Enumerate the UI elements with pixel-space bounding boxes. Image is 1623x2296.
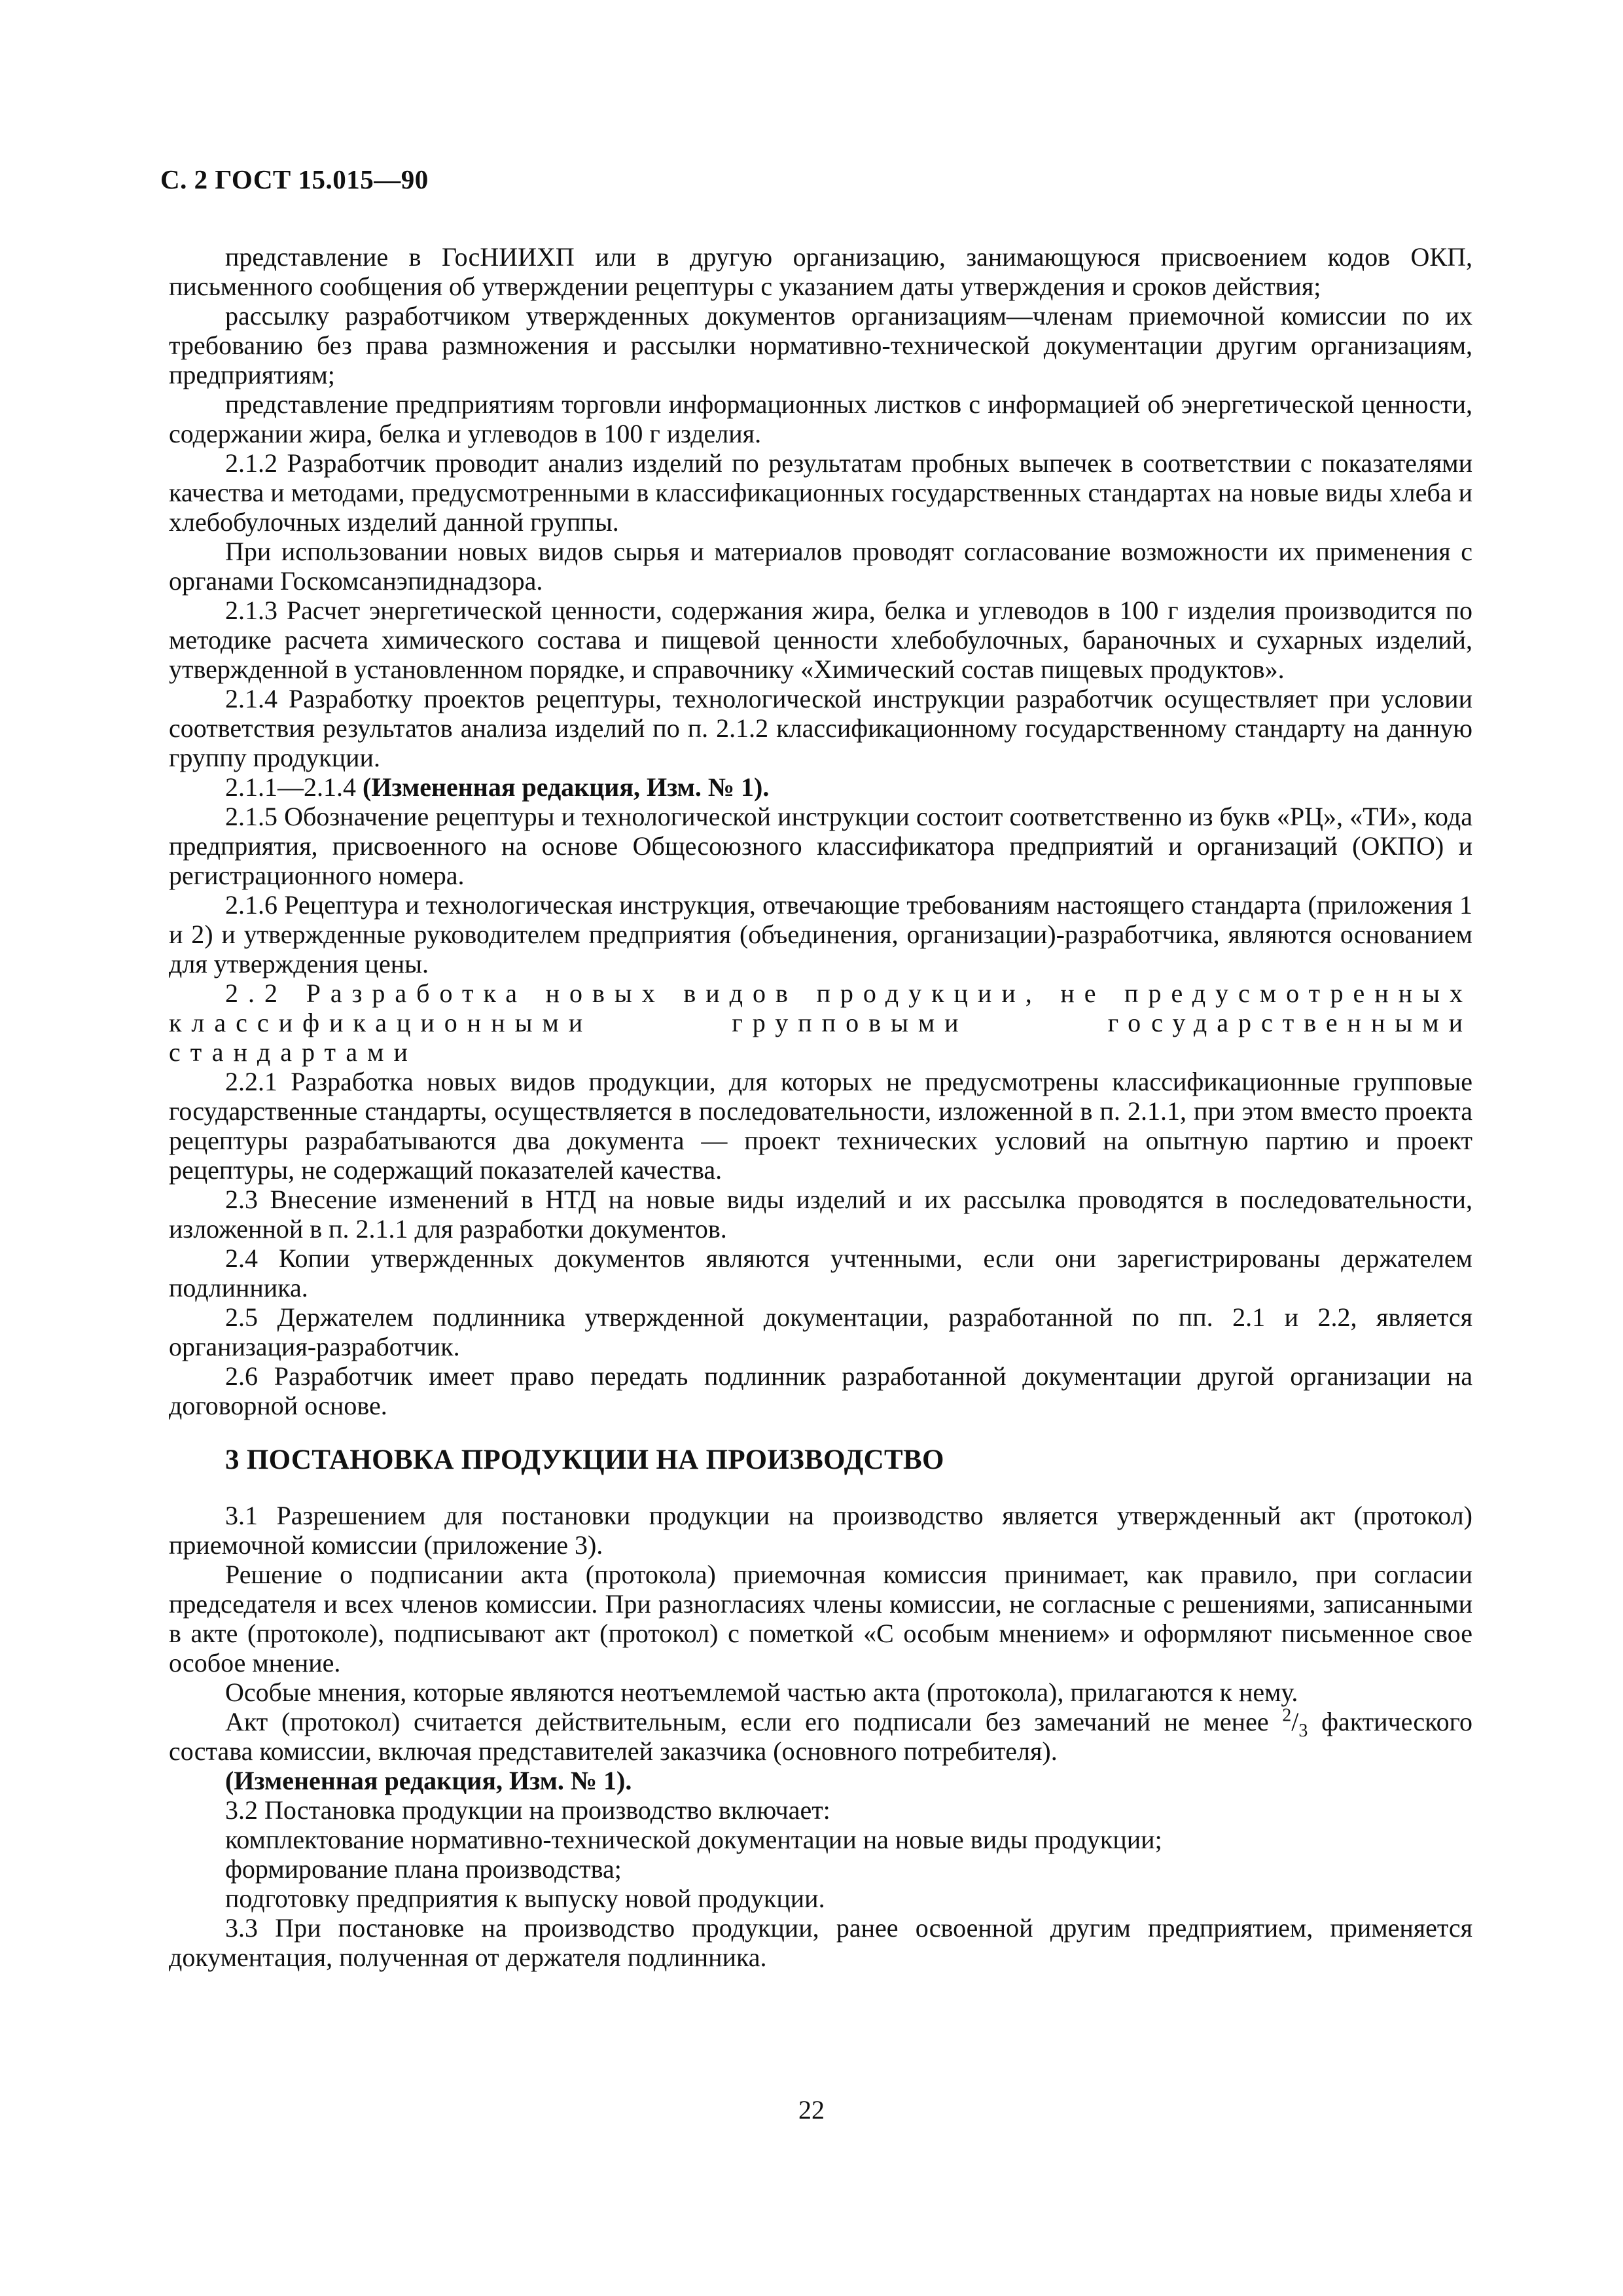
paragraph: 2.5 Держателем подлинника утвержденной документации, разработанной по пп. 2.1 и 2.2, является организация-разработчик. xyxy=(169,1302,1472,1361)
paragraph: 2.1.6 Рецептура и технологическая инструкция, отвечающие требованиям настоящего стандарта (приложения 1 и 2) и утвержденные руководителем предприятия (объединения, организации)-разработчика, являются основанием для утверждения цены. xyxy=(169,890,1472,978)
paragraph: 2.6 Разработчик имеет право передать подлинник разработанной документации другой организации на договорной основе. xyxy=(169,1361,1472,1420)
paragraph: 2.3 Внесение изменений в НТД на новые виды изделий и их рассылка проводятся в последовательности, изложенной в п. 2.1.1 для разработки документов. xyxy=(169,1185,1472,1244)
paragraph: Особые мнения, которые являются неотъемлемой частью акта (протокола), прилагаются к нему. xyxy=(225,1677,1298,1707)
page-number: 22 xyxy=(798,2095,825,2125)
fraction-numerator: 2 xyxy=(1282,1705,1292,1726)
amendment-prefix: 2.1.1—2.1.4 xyxy=(225,772,363,802)
paragraph: При использовании новых видов сырья и материалов проводят согласование возможности их применения с органами Госкомсанэпиднадзора. xyxy=(169,537,1472,596)
fraction-denominator: 3 xyxy=(1298,1721,1308,1741)
list-item: комплектование нормативно-технической документации на новые виды продукции; xyxy=(225,1825,1162,1854)
paragraph: представление предприятиям торговли информационных листков с информацией об энергетической ценности, содержании жира, белка и углеводов в 100 г изделия. xyxy=(169,389,1472,448)
subsection-heading: 2.2 Разработка новых видов продукции, не предусмотренных классификационными групповыми государственными стандартами xyxy=(169,978,1472,1067)
paragraph: 2.2.1 Разработка новых видов продукции, для которых не предусмотрены классификационные групповые государственные стандарты, осуществляется в последовательности, изложенной в п. 2.1.1, при этом вместо проекта рецептуры разрабатываются два документа — проект технических условий на опытную партию и проект рецептуры, не содержащий показателей качества. xyxy=(169,1067,1472,1185)
paragraph: 3.1 Разрешением для постановки продукции на производство является утвержденный акт (протокол) приемочной комиссии (приложение 3). xyxy=(169,1501,1472,1560)
paragraph: 2.4 Копии утвержденных документов являются учтенными, если они зарегистрированы держателем подлинника. xyxy=(169,1244,1472,1302)
amendment-note xyxy=(169,772,1472,802)
paragraph: 3.3 При постановке на производство продукции, ранее освоенной другим предприятием, применяется документация, полученная от держателя подлинника. xyxy=(169,1913,1472,1972)
act-text-after: фактического состава комиссии, включая представителей заказчика (основного потребителя). xyxy=(169,1707,1472,1766)
paragraph: Решение о подписании акта (протокола) приемочная комиссия принимает, как правило, при согласии председателя и всех членов комиссии. При разногласиях члены комиссии, не согласные с решениями, записанными в акте (протоколе), подписывают акт (протокол) с пометкой «С особым мнением» и оформляют письменное свое особое мнение. xyxy=(169,1560,1472,1677)
paragraph: 2.1.4 Разработку проектов рецептуры, технологической инструкции разработчик осуществляет при условии соответствия результатов анализа изделий по п. 2.1.2 классификационному государственному стандарту на данную группу продукции. xyxy=(169,684,1472,772)
act-text-before: Акт (протокол) считается действительным, если его подписали без замечаний не менее xyxy=(225,1707,1283,1736)
paragraph: 2.1.5 Обозначение рецептуры и технологической инструкции состоит соответственно из букв «РЦ», «ТИ», кода предприятия, присвоенного на основе Общесоюзного классификатора предприятий и организаций (ОКПО) и регистрационного номера. xyxy=(169,802,1472,890)
section-title: 3 ПОСТАНОВКА ПРОДУКЦИИ НА ПРОИЗВОДСТВО xyxy=(225,1444,944,1475)
amendment-note: (Измененная редакция, Изм. № 1). xyxy=(225,1766,632,1795)
paragraph-act-validity: Акт (протокол) считается действительным, если его подписали без замечаний не менее $^2/_3$ фактического состава комиссии, включая представителей заказчика (основного потребителя). xyxy=(169,1705,1472,1766)
amendment-bold: (Измененная редакция, Изм. № 1). xyxy=(363,772,770,802)
paragraph: 3.2 Постановка продукции на производство включает: xyxy=(225,1795,830,1825)
list-item: формирование плана производства; xyxy=(225,1854,622,1884)
paragraph: представление в ГосНИИХП или в другую организацию, занимающуюся присвоением кодов ОКП, письменного сообщения об утверждении рецептуры с указанием даты утверждения и сроков действия; xyxy=(169,242,1472,301)
paragraph: 2.1.2 Разработчик проводит анализ изделий по результатам пробных выпечек в соответствии с показателями качества и методами, предусмотренными в классификационных государственных стандартах на новые виды хлеба и хлебобулочных изделий данной группы. xyxy=(169,448,1472,537)
paragraph: 2.1.3 Расчет энергетической ценности, содержания жира, белка и углеводов в 100 г изделия производится по методике расчета химического состава и пищевой ценности хлебобулочных, бараночных и сухарных изделий, утвержденной в установленном порядке, и справочнику «Химический состав пищевых продуктов». xyxy=(169,596,1472,684)
page-header: С. 2 ГОСТ 15.015—90 xyxy=(160,164,429,194)
paragraph: рассылку разработчиком утвержденных документов организациям—членам приемочной комиссии по их требованию без права размножения и рассылки нормативно-технической документации другим организациям, предприятиям; xyxy=(169,301,1472,389)
document-body xyxy=(169,242,1472,1972)
list-item: подготовку предприятия к выпуску новой продукции. xyxy=(225,1884,825,1913)
